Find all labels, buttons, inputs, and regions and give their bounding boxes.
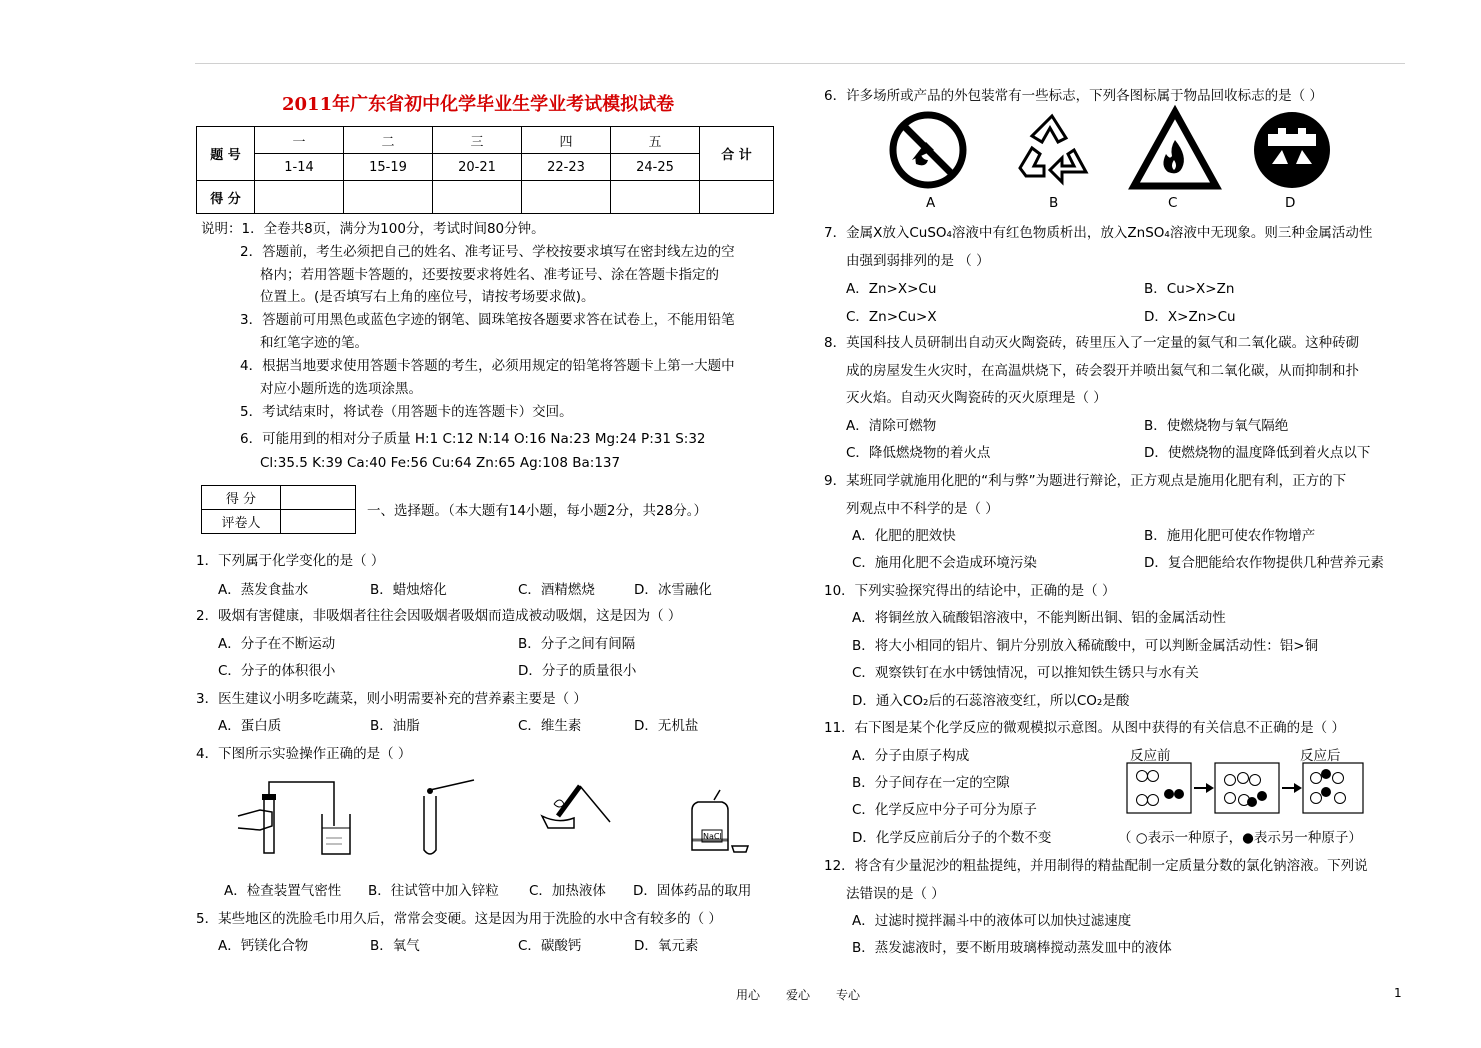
instruction-line: 和红笔字迹的笔。 [260,335,368,351]
question-stem: 由强到弱排列的是 （ ） [846,253,990,269]
question-stem: 9．某班同学就施用化肥的“利与弊”为题进行辩论，正方观点是施用化肥有利，正方的下 [824,473,1347,489]
instruction-line: 6．可能用到的相对分子质量 H:1 C:12 N:14 O:16 Na:23 Mg:24 P:31 S:32 [240,431,706,447]
instruction-line: 位置上。(是否填写右上角的座位号，请按考场要求做)。 [260,289,595,305]
option[interactable]: C．酒精燃烧 [518,582,595,598]
section-cell: 四 [522,127,611,154]
question-stem: 3．医生建议小明多吃蔬菜，则小明需要补充的营养素主要是（ ） [196,691,587,707]
option[interactable]: A．蛋白质 [218,718,282,734]
score-input-cell[interactable] [344,181,433,214]
option[interactable]: A．检查装置气密性 [224,883,342,899]
grader-score-label: 得 分 [202,486,281,510]
option[interactable]: B．油脂 [370,718,420,734]
option[interactable]: A．将铜丝放入硫酸铝溶液中，不能判断出铜、铝的金属活动性 [852,610,1226,626]
grader-name-cell[interactable] [281,510,356,534]
question-stem: 1．下列属于化学变化的是（ ） [196,553,385,569]
recycle-icon [1010,108,1094,192]
option[interactable]: A．分子在不断运动 [218,636,336,652]
score-input-cell[interactable] [255,181,344,214]
option[interactable]: C．维生素 [518,718,582,734]
header-rule [195,63,1405,64]
option[interactable]: D．X>Zn>Cu [1144,309,1236,325]
option[interactable]: B．蜡烛熔化 [370,582,447,598]
airtight-check-illustration [238,778,364,858]
option[interactable]: C．加热液体 [529,883,606,899]
instruction-line: 说明：1．全卷共8页，满分为100分，考试时间80分钟。 [201,221,545,237]
page-title: 2011年广东省初中化学毕业生学业考试模拟试卷 [282,94,675,115]
option[interactable]: C．分子的体积很小 [218,663,336,679]
section-cell: 三 [433,127,522,154]
option[interactable]: A．清除可燃物 [846,418,937,434]
range-cell: 24-25 [611,154,700,181]
option[interactable]: D．使燃烧物的温度降低到着火点以下 [1144,445,1371,461]
score-input-cell[interactable] [522,181,611,214]
grader-name-label: 评卷人 [202,510,281,534]
row-label-score: 得 分 [197,181,255,214]
question-stem: 成的房屋发生火灾时，在高温烘烧下，砖会裂开并喷出氦气和二氧化碳，从而抑制和扑 [846,363,1359,379]
instruction-line: Cl:35.5 K:39 Ca:40 Fe:56 Cu:64 Zn:65 Ag:108 Ba:137 [260,455,621,471]
instruction-line: 3．答题前可用黑色或蓝色字迹的钢笔、圆珠笔按各题要求答在试卷上，不能用铅笔 [240,312,735,328]
sign-label: C [1168,195,1178,211]
question-stem: 11．右下图是某个化学反应的微观模拟示意图。从图中获得的有关信息不正确的是（ ） [824,720,1345,736]
option[interactable]: A．Zn>X>Cu [846,281,937,297]
question-stem: 12．将含有少量泥沙的粗盐提纯，并用制得的精盐配制一定质量分数的氯化钠溶液。下列说 [824,858,1368,874]
instruction-line: 4．根据当地要求使用答题卡答题的考生，必须用规定的铅笔将答题卡上第一大题中 [240,358,735,374]
sign-label: B [1049,195,1059,211]
option[interactable]: B．蒸发滤液时，要不断用玻璃棒搅动蒸发皿中的液体 [852,940,1172,956]
range-cell: 15-19 [344,154,433,181]
footer-word: 爱心 [786,988,811,1002]
question-stem: 灭火焰。自动灭火陶瓷砖的灭火原理是（ ） [846,390,1107,406]
option[interactable]: C．观察铁钉在水中锈蚀情况，可以推知铁生锈只与水有关 [852,665,1199,681]
option[interactable]: D．氧元素 [634,938,699,954]
option[interactable]: B．Cu>X>Zn [1144,281,1235,297]
test-tube-illustration [418,780,478,860]
score-input-cell[interactable] [433,181,522,214]
option[interactable]: C．施用化肥不会造成环境污染 [852,555,1037,571]
sign-label: D [1285,195,1296,211]
score-input-cell[interactable] [611,181,700,214]
sign-label: A [926,195,936,211]
range-cell: 22-23 [522,154,611,181]
instruction-line: 格内；若用答题卡答题的，还要按要求将姓名、准考证号、涂在答题卡指定的 [260,267,719,283]
range-cell: 20-21 [433,154,522,181]
option[interactable]: C．降低燃烧物的着火点 [846,445,991,461]
no-fire-sign-icon [888,110,968,190]
flammable-sign-icon [1130,108,1220,190]
option[interactable]: A．化肥的肥效快 [852,528,956,544]
footer-word: 专心 [836,988,861,1002]
question-stem: 2．吸烟有害健康，非吸烟者往往会因吸烟者吸烟而造成被动吸烟，这是因为（ ） [196,608,682,624]
section-cell: 五 [611,127,700,154]
question-stem: 5．某些地区的洗脸毛巾用久后，常常会变硬。这是因为用于洗脸的水中含有较多的（ ） [196,911,722,927]
option[interactable]: D．分子的质量很小 [518,663,637,679]
option[interactable]: B．分子间存在一定的空隙 [852,775,1010,791]
question-stem: 法错误的是（ ） [846,886,945,902]
instruction-line: 5．考试结束时，将试卷（用答题卡的连答题卡）交回。 [240,404,573,420]
option[interactable]: D．通入CO₂后的石蕊溶液变红，所以CO₂是酸 [852,693,1130,709]
grader-box [201,485,356,534]
option[interactable]: B．氧气 [370,938,420,954]
option[interactable]: D．化学反应前后分子的个数不变 [852,830,1052,846]
option[interactable]: C．化学反应中分子可分为原子 [852,802,1037,818]
score-input-cell[interactable] [700,181,774,214]
section-cell: 二 [344,127,433,154]
option[interactable]: A．过滤时搅拌漏斗中的液体可以加快过滤速度 [852,913,1132,929]
instruction-line: 对应小题所选的选项涂黑。 [260,381,422,397]
total-label: 合 计 [700,127,774,181]
question-stem: 7．金属X放入CuSO₄溶液中有红色物质析出，放入ZnSO₄溶液中无现象。则三种金属活动性 [824,225,1373,241]
option[interactable]: A．蒸发食盐水 [218,582,309,598]
reaction-diagram [1126,762,1366,816]
option[interactable]: A．钙镁化合物 [218,938,309,954]
option[interactable]: C．Zn>Cu>X [846,309,937,325]
question-stem: 4．下图所示实验操作正确的是（ ） [196,746,412,762]
question-stem: 列观点中不科学的是（ ） [846,501,999,517]
solid-reagent-illustration [684,790,754,854]
reaction-legend: （ ○表示一种原子，●表示另一种原子） [1118,830,1362,846]
option[interactable]: B．分子之间有间隔 [518,636,636,652]
heating-liquid-illustration [540,778,620,840]
option[interactable]: B．使燃烧物与氧气隔绝 [1144,418,1289,434]
nuclear-sign-icon [1252,110,1332,190]
after-label: 反应后 [1300,748,1341,764]
question-stem: 10．下列实验探究得出的结论中，正确的是（ ） [824,583,1116,599]
option[interactable]: B．往试管中加入锌粒 [368,883,499,899]
option[interactable]: A．分子由原子构成 [852,748,970,764]
option[interactable]: D．复合肥能给农作物提供几种营养元素 [1144,555,1384,571]
page-number: 1 [1394,986,1402,1000]
option[interactable]: B．施用化肥可使农作物增产 [1144,528,1316,544]
score-table [196,126,774,214]
before-label: 反应前 [1130,748,1171,764]
option[interactable]: D．固体药品的取用 [633,883,752,899]
reagent-bottle-label: NaCl [703,832,722,841]
option[interactable]: D．冰雪融化 [634,582,712,598]
row-label-number: 题 号 [197,127,255,181]
option[interactable]: D．无机盐 [634,718,699,734]
section-header: 一、选择题。（本大题有14小题，每小题2分，共28分。） [367,503,707,519]
question-stem: 6．许多场所或产品的外包装常有一些标志，下列各图标属于物品回收标志的是（ ） [824,88,1323,104]
footer-word: 用心 [736,988,761,1002]
option[interactable]: C．碳酸钙 [518,938,582,954]
range-cell: 1-14 [255,154,344,181]
section-cell: 一 [255,127,344,154]
instruction-line: 2．答题前，考生必须把自己的姓名、准考证号、学校按要求填写在密封线左边的空 [240,244,735,260]
grader-score-cell[interactable] [281,486,356,510]
question-stem: 8．英国科技人员研制出自动灭火陶瓷砖，砖里压入了一定量的氦气和二氧化碳。这种砖砌 [824,335,1360,351]
option[interactable]: B．将大小相同的铝片、铜片分别放入稀硫酸中，可以判断金属活动性：铝>铜 [852,638,1319,654]
